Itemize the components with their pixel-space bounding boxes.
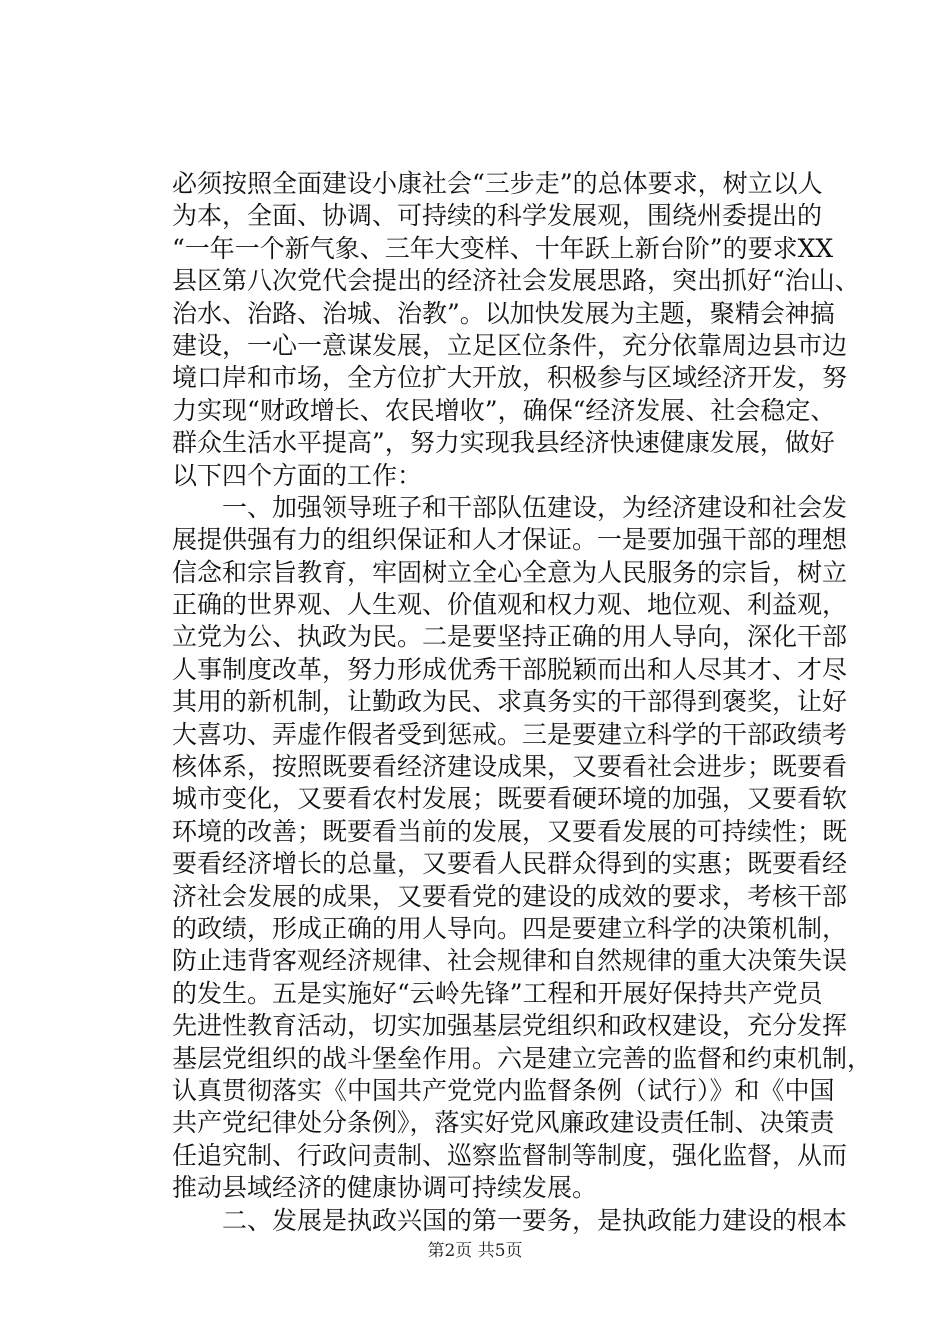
- text-line: 基层党组织的战斗堡垒作用。六是建立完善的监督和约束机制，: [172, 1043, 873, 1073]
- text-line: 要看经济增长的总量，又要看人民群众得到的实惠；既要看经: [172, 849, 848, 879]
- text-line: 治水、治路、治城、治教”。以加快发展为主题，聚精会神搞: [172, 298, 835, 328]
- text-line: 为本，全面、协调、可持续的科学发展观，围绕州委提出的: [172, 201, 823, 231]
- text-line: 二、发展是执政兴国的第一要务，是执政能力建设的根本: [172, 1205, 848, 1235]
- text-line: 立党为公、执政为民。二是要坚持正确的用人导向，深化干部: [172, 622, 848, 652]
- text-line: 必须按照全面建设小康社会“三步走”的总体要求，树立以人: [172, 169, 823, 198]
- text-line: 大喜功、弄虚作假者受到惩戒。三是要建立科学的干部政绩考: [172, 719, 848, 749]
- text-line: 认真贯彻落实《中国共产党党内监督条例（试行）》和《中国: [172, 1075, 835, 1105]
- text-line: 推动县域经济的健康协调可持续发展。: [172, 1173, 598, 1203]
- text-line: 济社会发展的成果，又要看党的建设的成效的要求，考核干部: [172, 881, 848, 911]
- text-line: 建设，一心一意谋发展，立足区位条件，充分依靠周边县市边: [172, 330, 848, 360]
- text-line: 其用的新机制，让勤政为民、求真务实的干部得到褒奖，让好: [172, 687, 848, 717]
- text-line: 一、加强领导班子和干部队伍建设，为经济建设和社会发: [172, 492, 848, 522]
- text-line: 先进性教育活动，切实加强基层党组织和政权建设，充分发挥: [172, 1011, 848, 1041]
- text-line: “一年一个新气象、三年大变样、十年跃上新台阶”的要求XX: [172, 233, 834, 263]
- text-line: 展提供强有力的组织保证和人才保证。一是要加强干部的理想: [172, 525, 848, 555]
- text-line: 正确的世界观、人生观、价值观和权力观、地位观、利益观，: [172, 590, 848, 620]
- text-line: 任追究制、行政问责制、巡察监督制等制度，强化监督，从而: [172, 1140, 848, 1170]
- text-line: 群众生活水平提高”，努力实现我县经济快速健康发展，做好: [172, 428, 835, 458]
- text-line: 力实现“财政增长、农民增收”，确保“经济发展、社会稳定、: [172, 395, 836, 425]
- text-line: 防止违背客观经济规律、社会规律和自然规律的重大决策失误: [172, 946, 848, 976]
- text-line: 环境的改善；既要看当前的发展，又要看发展的可持续性；既: [172, 816, 848, 846]
- paragraph-section-2: [172, 1205, 848, 1237]
- text-line: 境口岸和市场，全方位扩大开放，积极参与区域经济开发，努: [172, 363, 848, 393]
- text-line: 县区第八次党代会提出的经济社会发展思路，突出抓好“治山、: [172, 266, 860, 296]
- paragraph-intro: [172, 168, 860, 492]
- text-line: 信念和宗旨教育，牢固树立全心全意为人民服务的宗旨，树立: [172, 557, 848, 587]
- paragraph-section-1: [172, 492, 873, 1205]
- text-line: 城市变化，又要看农村发展；既要看硬环境的加强，又要看软: [172, 784, 848, 814]
- text-line: 的发生。五是实施好“云岭先锋”工程和开展好保持共产党员: [172, 978, 823, 1008]
- text-line: 共产党纪律处分条例》，落实好党风廉政建设责任制、决策责: [172, 1108, 835, 1138]
- text-line: 核体系，按照既要看经济建设成果，又要看社会进步；既要看: [172, 752, 848, 782]
- text-line: 以下四个方面的工作：: [172, 460, 423, 490]
- text-line: 人事制度改革，努力形成优秀干部脱颖而出和人尽其才、才尽: [172, 654, 848, 684]
- document-body: [172, 168, 873, 1237]
- page-footer: 第2页 共5页: [427, 1241, 523, 1261]
- text-line: 的政绩，形成正确的用人导向。四是要建立科学的决策机制，: [172, 913, 848, 943]
